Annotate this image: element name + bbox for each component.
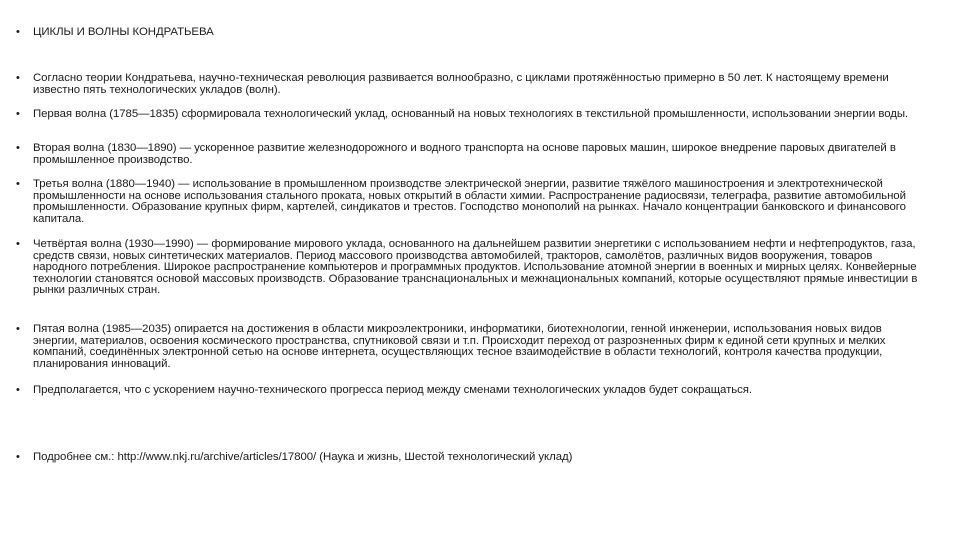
bullet-item-more-info [16, 452, 926, 464]
item-text: Согласно теории Кондратьева, научно-техническая революция развивается волнообразно, с циклами протяжённостью примерно в 50 лет. К настоящему времени известно пять технологических укладов (волн). [33, 72, 889, 96]
bullet: • [16, 142, 20, 154]
title-text: ЦИКЛЫ И ВОЛНЫ КОНДРАТЬЕВА [33, 26, 214, 38]
bullet-item-wave-5 [16, 324, 926, 370]
more-info-prefix: Подробнее см.: [33, 451, 118, 463]
slide-title [16, 27, 926, 39]
bullet-item-theory [16, 73, 926, 96]
item-text: Первая волна (1785—1835) сформировала технологический уклад, основанный на новых технологиях в текстильной промышленности, использовании энергии воды. [33, 108, 909, 120]
bullet-item-wave-3 [16, 179, 926, 225]
bullet: • [16, 72, 20, 84]
item-text: Предполагается, что с ускорением научно-технического прогресса период между сменами технологических укладов будет сокращаться. [33, 384, 753, 396]
bullet: • [16, 384, 20, 396]
item-text: Пятая волна (1985—2035) опирается на достижения в области микроэлектроники, информатики, биотехнологии, генной инженерии, использования новых видов энергии, материалов, освоения космического пространства, спутниковой связи и т.п. Происходит переход от разрозненных фирм к единой сети крупных и мелких компаний, соединённых электронной сетью на основе интернета, осуществляющих тесное взаимодействие в области технологий, контроля качества продукции, планирования инноваций. [33, 323, 886, 370]
more-info-suffix: (Наука и жизнь, Шестой технологический уклад) [316, 451, 573, 463]
item-text: Четвёртая волна (1930—1990) — формирование мирового уклада, основанного на дальнейшем развитии энергетики с использованием нефти и нефтепродуктов, газа, средств связи, новых синтетических материалов. Период массового производства автомобилей, тракторов, самолётов, различных видов вооружения, товаров народного потребления. Широкое распространение компьютеров и программных продуктов. Использование атомной энергии в военных и мирных целях. Конвейерные технологии становятся основой массовых производств. Образование транснациональных и межнациональных компаний, которые осуществляют прямые инвестиции в рынки различных стран. [33, 238, 918, 297]
bullet: • [16, 178, 20, 190]
bullet: • [16, 108, 20, 120]
bullet: • [16, 323, 20, 335]
more-info-text [33, 452, 926, 464]
bullet-item-wave-4 [16, 239, 926, 297]
bullet: • [16, 238, 20, 250]
bullet: • [16, 451, 20, 463]
bullet: • [16, 26, 20, 38]
bullet-item-prediction [16, 385, 926, 397]
source-link[interactable]: http://www.nkj.ru/archive/articles/17800/ [117, 451, 317, 463]
bullet-item-wave-2 [16, 143, 926, 166]
bullet-item-wave-1 [16, 109, 926, 121]
item-text: Вторая волна (1830—1890) — ускоренное развитие железнодорожного и водного транспорта на основе паровых машин, широкое внедрение паровых двигателей в промышленное производство. [33, 142, 896, 166]
item-text: Третья волна (1880—1940) — использование в промышленном производстве электрической энергии, развитие тяжёлого машиностроения и электротехнической промышленности на основе использования стального проката, новых открытий в области химии. Распространение радиосвязи, телеграфа, развитие автомобильной промышленности. Образование крупных фирм, картелей, синдикатов и трестов. Господство монополий на рынках. Начало концентрации банковского и финансового капитала. [33, 178, 906, 225]
